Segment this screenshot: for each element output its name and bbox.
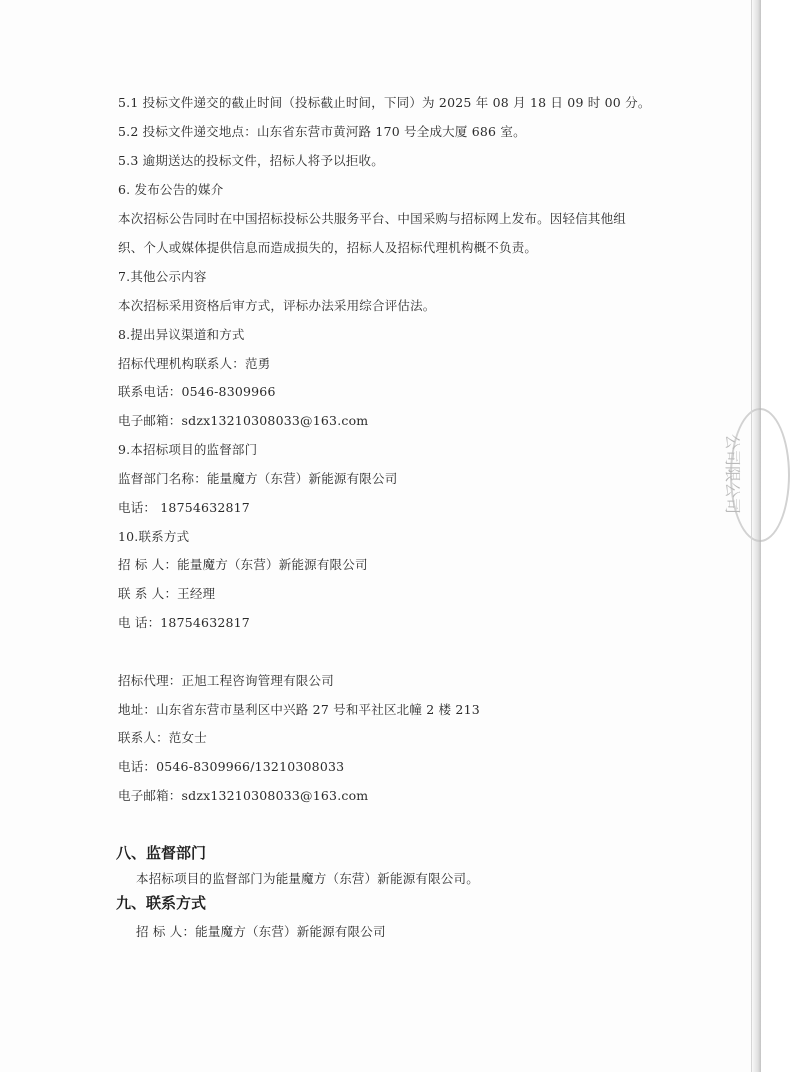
agency-name-line: 招标代理：正旭工程咨询管理有限公司 <box>118 673 334 688</box>
tenderer-line: 招 标 人：能量魔方（东营）新能源有限公司 <box>118 557 368 572</box>
agency-email-line: 电子邮箱：sdzx13210308033@163.com <box>118 413 369 428</box>
contact-heading: 10.联系方式 <box>118 529 190 544</box>
agency-phones-line: 电话：0546-8309966/13210308033 <box>118 759 345 774</box>
other-info-heading: 7.其他公示内容 <box>118 269 207 284</box>
tenderer-contact-line: 联 系 人：王经理 <box>118 586 216 601</box>
evaluation-method-line: 本次招标采用资格后审方式，评标办法采用综合评估法。 <box>118 298 436 313</box>
agency-phone-line: 联系电话：0546-8309966 <box>118 384 276 399</box>
section-9-body: 招 标 人：能量魔方（东营）新能源有限公司 <box>136 924 386 939</box>
supervision-phone-line: 电话： 18754632817 <box>118 500 250 515</box>
media-paragraph-line-2: 织、个人或媒体提供信息而造成损失的，招标人及招标代理机构概不负责。 <box>118 240 538 255</box>
objection-channel-heading: 8.提出异议渠道和方式 <box>118 327 245 342</box>
section-9-heading: 九、联系方式 <box>116 894 207 912</box>
page-edge-shadow <box>751 0 761 1072</box>
deadline-line: 5.1 投标文件递交的截止时间（投标截止时间，下同）为 2025 年 08 月 18 日 09 时 00 分。 <box>118 95 651 110</box>
section-8-heading: 八、监督部门 <box>116 844 207 862</box>
agency-contact-line: 招标代理机构联系人：范勇 <box>118 356 271 371</box>
agency-email-line-2: 电子邮箱：sdzx13210308033@163.com <box>118 788 369 803</box>
late-submission-line: 5.3 逾期送达的投标文件，招标人将予以拒收。 <box>118 153 384 168</box>
seal-text: 公司限公司 <box>723 434 742 515</box>
section-8-body: 本招标项目的监督部门为能量魔方（东营）新能源有限公司。 <box>136 871 479 886</box>
tenderer-phone-line: 电 话：18754632817 <box>118 615 250 630</box>
supervision-heading: 9.本招标项目的监督部门 <box>118 442 258 457</box>
agency-address-line: 地址：山东省东营市垦利区中兴路 27 号和平社区北幢 2 楼 213 <box>118 702 480 717</box>
media-paragraph-line-1: 本次招标公告同时在中国招标投标公共服务平台、中国采购与招标网上发布。因轻信其他组 <box>118 211 627 226</box>
agency-person-line: 联系人：范女士 <box>118 730 207 745</box>
submission-location-line: 5.2 投标文件递交地点：山东省东营市黄河路 170 号全成大厦 686 室。 <box>118 124 526 139</box>
media-heading: 6. 发布公告的媒介 <box>118 182 224 197</box>
supervision-name-line: 监督部门名称：能量魔方（东营）新能源有限公司 <box>118 471 398 486</box>
